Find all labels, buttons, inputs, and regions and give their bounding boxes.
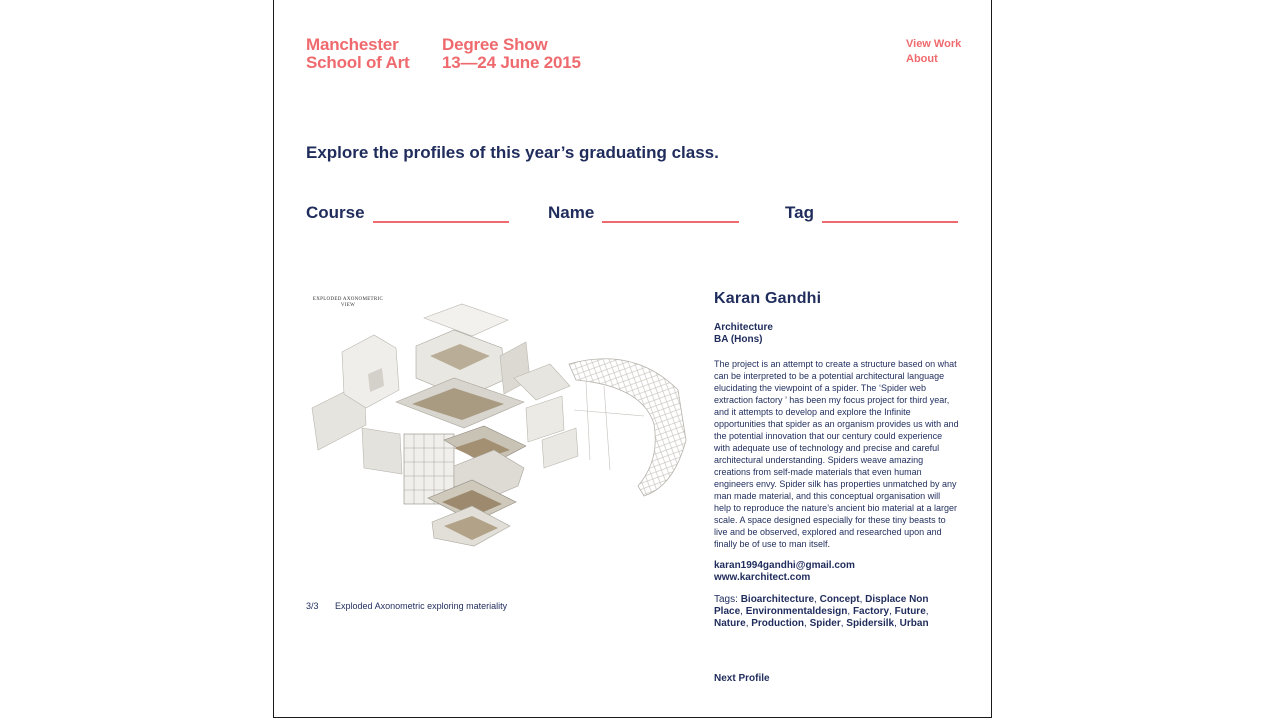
school-logo[interactable] bbox=[306, 36, 409, 72]
project-image[interactable] bbox=[304, 290, 689, 565]
tag-link[interactable]: Production bbox=[751, 618, 805, 629]
tag-link[interactable]: Factory bbox=[852, 606, 890, 617]
image-counter: 3/3 bbox=[306, 601, 319, 611]
student-degree: BA (Hons) bbox=[714, 334, 763, 345]
tag-list: Tags: Bioarchitecture, Concept, Displace Non Place, Environmentaldesign, Factory, Future, Nature, Production, Spider, Spidersilk, Urban bbox=[714, 594, 929, 629]
image-caption bbox=[306, 601, 521, 611]
course-filter-input[interactable] bbox=[373, 201, 509, 223]
profile-panel bbox=[714, 290, 959, 630]
course-filter[interactable] bbox=[306, 199, 509, 223]
tag-link[interactable]: Nature bbox=[714, 618, 746, 629]
image-title-label bbox=[312, 297, 384, 309]
show-dates: 13—24 June 2015 bbox=[442, 53, 581, 72]
tag-link[interactable]: Concept bbox=[819, 594, 860, 605]
tag-link[interactable]: Future bbox=[894, 606, 926, 617]
school-name-line2: School of Art bbox=[306, 53, 410, 72]
tag-link[interactable]: Spider bbox=[809, 618, 841, 629]
student-email-link[interactable]: karan1994gandhi@gmail.com bbox=[714, 560, 855, 571]
tag-link[interactable]: Urban bbox=[899, 618, 929, 629]
degree-show-title bbox=[442, 36, 581, 72]
tag-filter-input[interactable] bbox=[822, 201, 958, 223]
tag-link[interactable]: Spidersilk bbox=[846, 618, 895, 629]
contact-info bbox=[714, 560, 959, 584]
image-title-line2: VIEW bbox=[340, 303, 356, 308]
name-filter-input[interactable] bbox=[602, 201, 739, 223]
tags-label: Tags: bbox=[714, 594, 738, 605]
tag-filter-label: Tag bbox=[785, 203, 814, 222]
show-title-line1: Degree Show bbox=[442, 35, 548, 54]
tag-filter[interactable] bbox=[785, 199, 958, 223]
page-frame bbox=[273, 0, 992, 718]
next-profile-link[interactable]: Next Profile bbox=[714, 673, 770, 684]
image-caption-text: Exploded Axonometric exploring materiality bbox=[335, 601, 508, 611]
page-headline: Explore the profiles of this year’s graduating class. bbox=[306, 143, 719, 162]
tag-link[interactable]: Environmentaldesign bbox=[745, 606, 848, 617]
nav-view-work[interactable]: View Work bbox=[906, 38, 962, 50]
student-course: Architecture bbox=[714, 322, 773, 333]
student-name: Karan Gandhi bbox=[714, 290, 822, 307]
name-filter-label: Name bbox=[548, 203, 595, 222]
nav-about[interactable]: About bbox=[906, 53, 938, 65]
image-title-line1: EXPLODED AXONOMETRIC bbox=[312, 297, 384, 302]
project-description: The project is an attempt to create a structure based on what can be interpreted to be a potential architectural language elucidating the viewpoint of a spider. The ‘Spider web extraction factory ’ has been my focus project for third year, and it attempts to develop and explore the Infinite opportunities that spider as an organism provides us with and the potential innovation that our century could experience with adequate use of technology and precise and careful architectural understanding. Spiders weave amazing creations from self-made materials that even human engineers envy. Spider silk has properties unmatched by any man made material, and this conceptual organisation will help to reproduce the nature’s ancient bio material at a larger scale. A space designed especially for these tiny beasts to live and be observed, explored and researched upon and finally be of use to man itself. bbox=[714, 359, 959, 549]
tag-link[interactable]: Bioarchitecture bbox=[740, 594, 815, 605]
student-website-link[interactable]: www.karchitect.com bbox=[714, 572, 811, 583]
school-name-line1: Manchester bbox=[306, 35, 399, 54]
name-filter[interactable] bbox=[548, 199, 739, 223]
course-filter-label: Course bbox=[306, 203, 365, 222]
top-nav bbox=[906, 37, 961, 67]
tag-link[interactable]: Displace Non Place bbox=[714, 594, 929, 617]
